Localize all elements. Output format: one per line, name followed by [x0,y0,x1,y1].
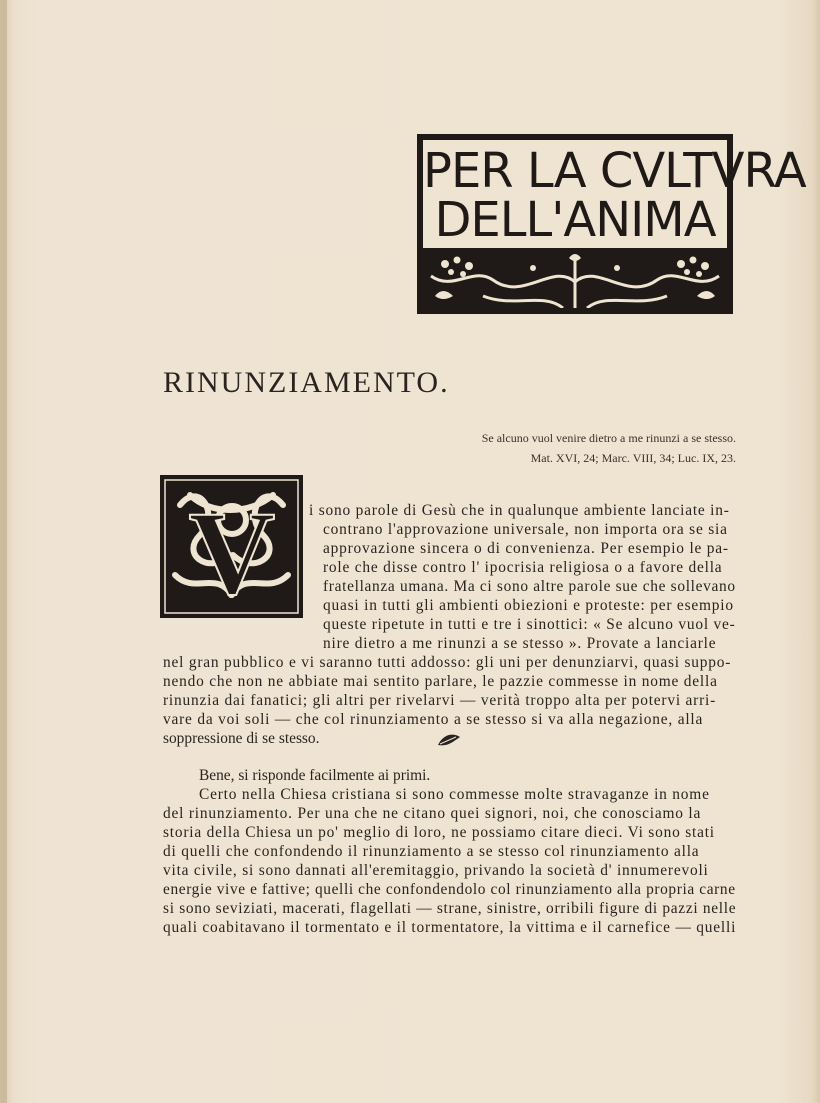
text-line: queste ripetute in tutti e tre i sinottici: « Se alcuno vuol ve- [323,616,736,633]
text-line: nel gran pubblico e vi saranno tutti addosso: gli uni per denunziarvi, quasi suppo- [163,654,732,671]
text-line: fratellanza umana. Ma ci sono altre parole sue che sollevano [323,578,736,595]
text-line: vare da voi soli — che col rinunziamento a se stesso si va alla negazione, alla [163,711,704,728]
text-line: vita civile, si sono dannati all'eremitaggio, privando la società d' innumerevoli [163,862,709,879]
initial-letter: V [188,486,276,618]
text-line: del rinunziamento. Per una che ne citano quei signori, noi, che conosciamo la [163,805,702,822]
floral-ornament-icon [423,252,727,308]
text-line: quasi in tutti gli ambienti obiezioni e proteste: per esempio [323,597,734,614]
text-line: nire dietro a me rinunzi a se stesso ». Provate a lanciarle [323,635,717,652]
text-line: di quelli che confondendo il rinunziamento a se stesso col rinunziamento alla [163,843,700,860]
text-line: quali coabitavano il tormentato e il tormentatore, la vittima e il carnefice — quelli [163,919,737,936]
text-line: role che disse contro l' ipocrisia religiosa o a favore della [323,559,723,576]
header-woodcut [417,134,806,314]
text-line: si sono seviziati, macerati, flagellati — strane, sinistre, orribili figure di pazzi nelle [163,900,737,917]
text-line: approvazione sincera o di convenienza. Per esempio le pa- [323,540,729,557]
text-line: Certo nella Chiesa cristiana si sono commesse molte stravaganze in nome [199,786,710,803]
initial-letter-icon [160,475,303,618]
decorated-initial [160,475,303,618]
article-title: RINUNZIAMENTO. [163,366,450,399]
text-line: i sono parole di Gesù che in qualunque ambiente lanciate in- [309,502,730,519]
text-line: energie vive e fattive; quelli che confondendolo col rinunziamento alla propria carne [163,881,736,898]
epigraph [176,428,736,468]
epigraph-reference: Mat. XVI, 24; Marc. VIII, 34; Luc. IX, 23. [530,451,736,465]
header-title-panel [423,140,806,248]
text-line: rinunzia dai fanatici; gli altri per rivelarvi — verità troppo alta per potervi arri- [163,692,717,709]
leaf-ornament-icon [436,731,462,749]
page-spine [0,0,7,1103]
text-line: nendo che non ne abbiate mai sentito parlare, le pazzie commesse in nome della [163,673,718,690]
text-line: contrano l'approvazione universale, non importa ora se sia [323,521,728,538]
text-line: Bene, si risponde facilmente ai primi. [199,767,431,784]
epigraph-quote: Se alcuno vuol venire dietro a me rinunzi a se stesso. [481,431,736,445]
text-line: storia della Chiesa un po' meglio di loro, ne possiamo citare dieci. Vi sono stati [163,824,715,841]
header-line-1: PER LA CVLTVRA [423,143,806,199]
header-line-2: DELL'ANIMA [434,192,716,248]
text-line: soppressione di se stesso. [163,730,320,747]
